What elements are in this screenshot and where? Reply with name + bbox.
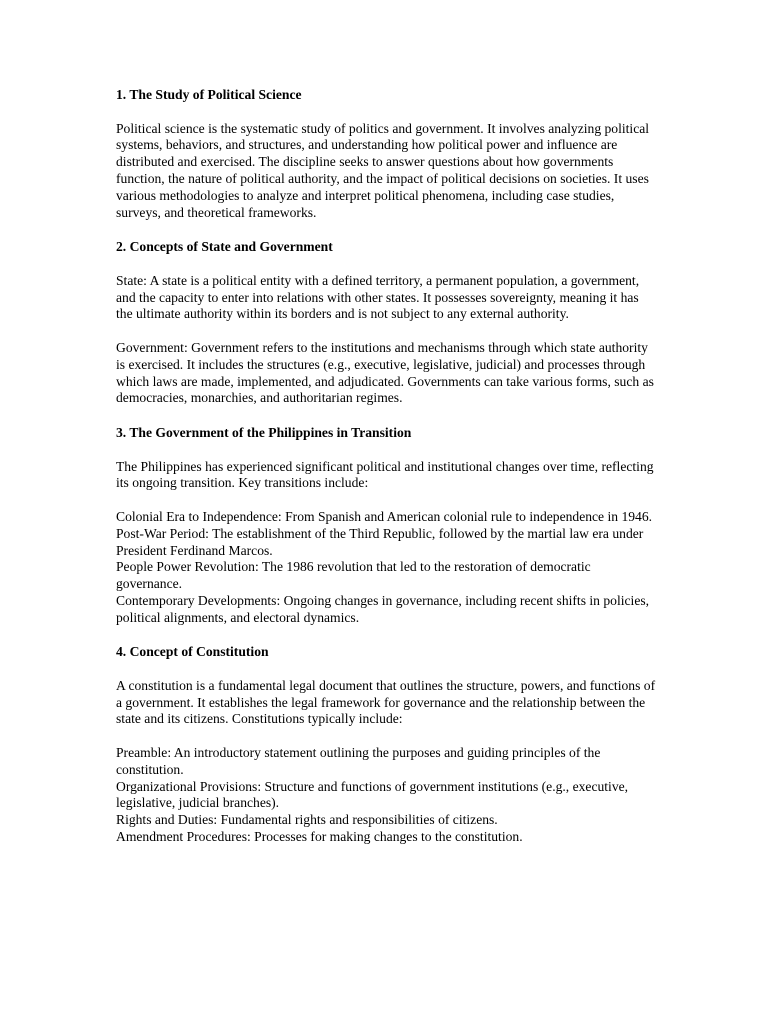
paragraph: Political science is the systematic study of politics and government. It involves analyzing political systems, behaviors, and structures, and understanding how political power and influence are distributed and exercised. The discipline seeks to answer questions about how governments function, the nature of political authority, and the impact of political decisions on societies. It uses various methodologies to analyze and interpret political phenomena, including case studies, surveys, and theoretical frameworks. (116, 120, 650, 220)
list-item: Amendment Procedures: Processes for making changes to the constitution. (116, 829, 523, 845)
list-item: Post-War Period: The establishment of the Third Republic, followed by the martial law era under President Ferdinand Marcos. (116, 525, 644, 558)
spacer (116, 728, 656, 745)
spacer (116, 221, 656, 238)
list-item: People Power Revolution: The 1986 revolution that led to the restoration of democratic governance. (116, 559, 591, 592)
section-heading: 2. Concepts of State and Government (116, 239, 333, 255)
spacer (116, 407, 656, 424)
section-heading: 3. The Government of the Philippines in Transition (116, 424, 412, 440)
list-item: Organizational Provisions: Structure and functions of government institutions (e.g., executive, legislative, judicial branches). (116, 778, 629, 811)
spacer (116, 442, 656, 459)
spacer (116, 661, 656, 678)
spacer (116, 104, 656, 121)
list-item: Colonial Era to Independence: From Spanish and American colonial rule to independence in 1946. (116, 508, 653, 524)
spacer (116, 492, 656, 509)
list-item: Contemporary Developments: Ongoing changes in governance, including recent shifts in policies, political alignments, and electoral dynamics. (116, 592, 650, 625)
section-heading: 1. The Study of Political Science (116, 87, 302, 102)
list-item: Preamble: An introductory statement outlining the purposes and guiding principles of the constitution. (116, 745, 601, 777)
paragraph: Government: Government refers to the institutions and mechanisms through which state authority is exercised. It includes the structures (e.g., executive, legislative, judicial) and processes through which laws are made, implemented, and adjudicated. Governments can take various forms, such as democracies, monarchies, and authoritarian regimes. (116, 339, 654, 406)
spacer (116, 256, 656, 273)
document-page (116, 86, 656, 846)
spacer (116, 323, 656, 340)
paragraph: The Philippines has experienced significant political and institutional changes over time, reflecting its ongoing transition. Key transitions include: (116, 458, 654, 491)
spacer (116, 627, 656, 644)
paragraph: State: A state is a political entity with a defined territory, a permanent population, a government, and the capacity to enter into relations with other states. It possesses sovereignty, meaning it has the ultimate authority within its borders and is not subject to any external authority. (116, 272, 640, 322)
section-heading: 4. Concept of Constitution (116, 644, 269, 660)
paragraph: A constitution is a fundamental legal document that outlines the structure, powers, and functions of a government. It establishes the legal framework for governance and the relationship between the state and its citizens. Constitutions typically include: (116, 677, 656, 727)
list-item: Rights and Duties: Fundamental rights and responsibilities of citizens. (116, 812, 498, 828)
